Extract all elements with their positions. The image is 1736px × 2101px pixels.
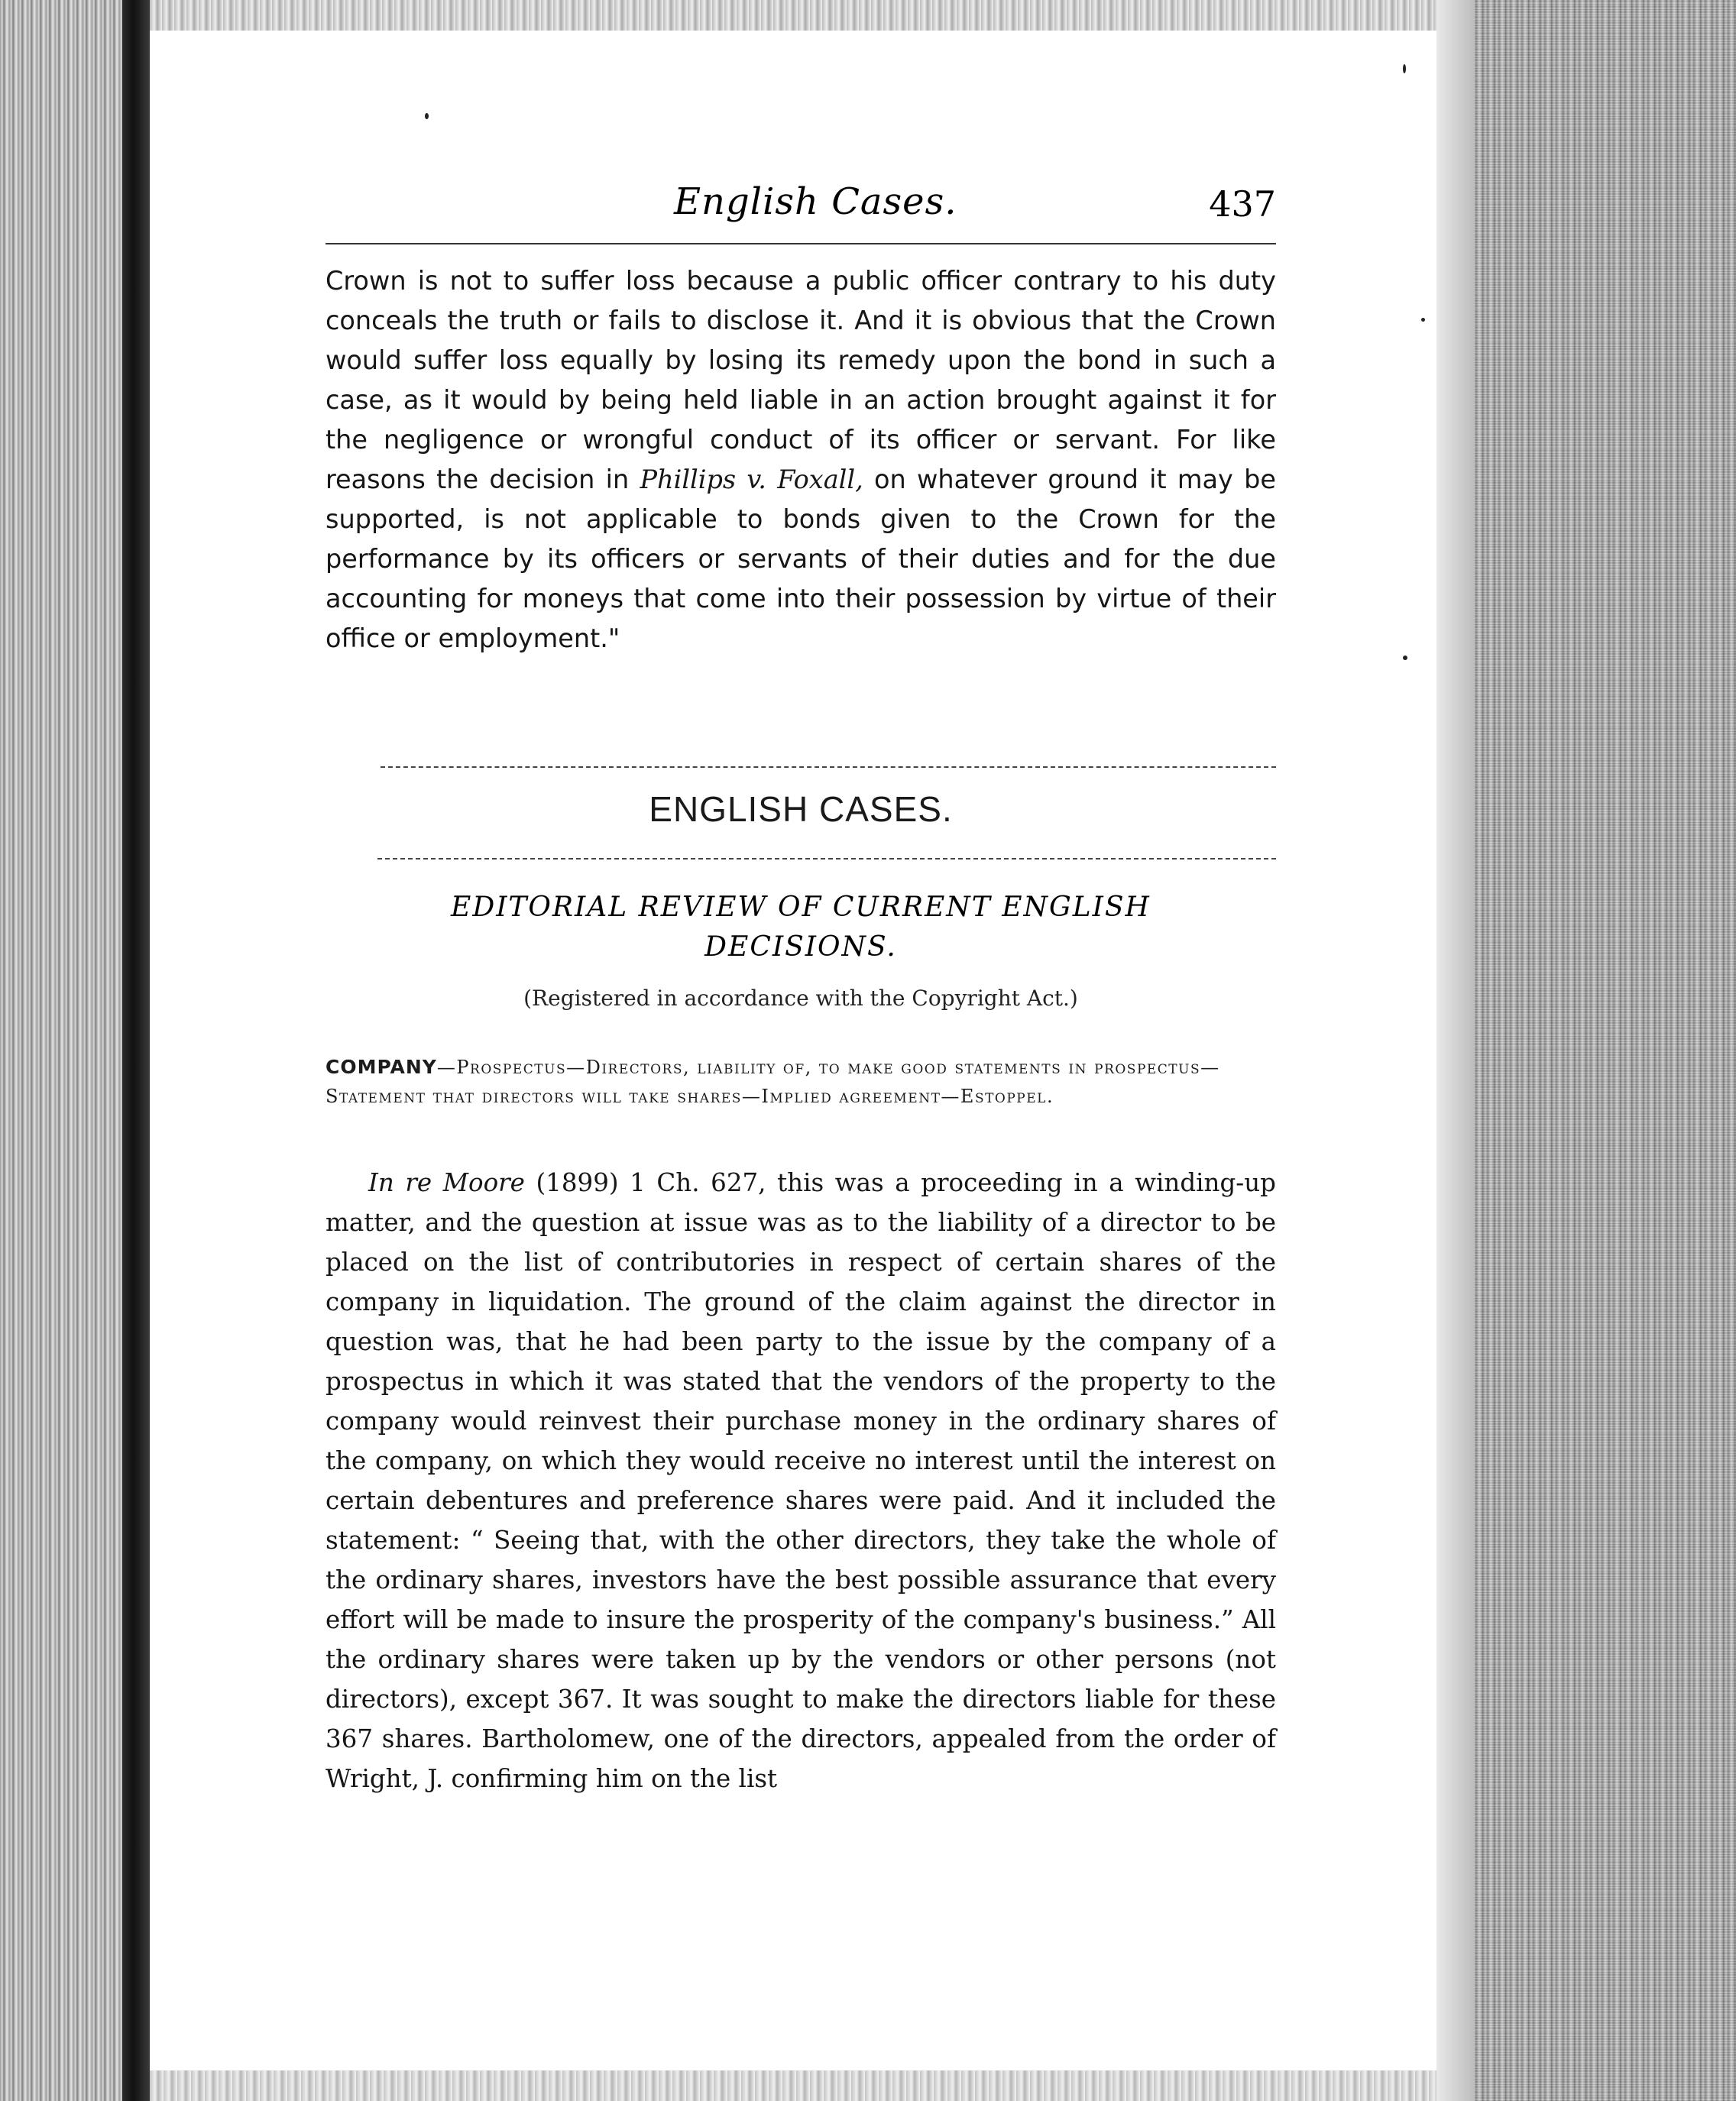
scan-left-margin bbox=[0, 0, 122, 2101]
section-rule-top bbox=[381, 766, 1276, 768]
review-title-line1: EDITORIAL REVIEW OF CURRENT ENGLISH bbox=[451, 892, 1151, 923]
running-title: English Cases. bbox=[674, 180, 957, 223]
review-title bbox=[326, 888, 1276, 967]
scan-bottom-margin bbox=[150, 2070, 1436, 2101]
case-paragraph bbox=[326, 1163, 1276, 1798]
scan-speck bbox=[1403, 656, 1407, 660]
head-note bbox=[326, 1053, 1276, 1111]
header-rule bbox=[326, 243, 1276, 244]
scan-right-page-edges bbox=[1436, 0, 1736, 2101]
scan-top-margin bbox=[150, 0, 1436, 31]
continuation-text-before: Crown is not to suffer loss because a public officer contrary to his duty conceals the truth or fails to disclose it. And it is obvious that the Crown would suffer loss equally by losing its remedy upon the bond in such a case, as it would by being held liable in an action brought against it for the negligence or wrongful conduct of its officer or servant. For like reasons the decision in bbox=[326, 266, 1276, 494]
page-number: 437 bbox=[1209, 183, 1276, 225]
continuation-paragraph bbox=[326, 261, 1276, 659]
continuation-case-name: Phillips v. Foxall, bbox=[640, 465, 863, 494]
copyright-note: (Registered in accordance with the Copyright Act.) bbox=[523, 986, 1078, 1011]
page-edge-shadow bbox=[1436, 0, 1475, 2101]
running-head bbox=[326, 180, 1276, 241]
section-title: ENGLISH CASES. bbox=[649, 789, 953, 829]
head-note-rest: —Prospectus—Directors, liability of, to make good statements in prospectus—Statement that directors will take shares—Implied agreement—Estoppel. bbox=[326, 1057, 1220, 1107]
scan-speck bbox=[425, 113, 429, 119]
review-title-line2: DECISIONS. bbox=[704, 931, 897, 963]
scan-speck bbox=[1403, 64, 1406, 73]
case-ref: In re Moore bbox=[368, 1168, 525, 1197]
head-note-lead: COMPANY bbox=[326, 1056, 437, 1078]
book-spine-shadow bbox=[122, 0, 150, 2101]
case-text: (1899) 1 Ch. 627, this was a proceeding in a winding-up matter, and the question at issue was as to the liability of a director to be placed on the list of contributories in respect of certain shares of the company in liquidation. The ground of the claim against the director in question was, that he had been party to the issue by the company of a prospectus in which it was stated that the vendors of the property to the company would reinvest their purchase money in the ordinary shares of the company, on which they would receive no interest until the interest on certain debentures and preference shares were paid. And it included the statement: “ Seeing that, with the other directors, they take the whole of the ordinary shares, investors have the best possible assurance that every effort will be made to insure the prosperity of the company's business.” All the ordinary shares were taken up by the vendors or other persons (not directors), except 367. It was sought to make the directors liable for these 367 shares. Bartholomew, one of the directors, appealed from the order of Wright, J. confirming him on the list bbox=[326, 1168, 1276, 1793]
continuation-text-after: on whatever ground it may be supported, is not applicable to bonds given to the Crown for the performance by its officers or servants of their duties and for the due accounting for moneys that come into their possession by virtue of their office or employment." bbox=[326, 465, 1277, 653]
section-rule-bottom bbox=[377, 858, 1276, 860]
scan-speck bbox=[1421, 318, 1425, 322]
